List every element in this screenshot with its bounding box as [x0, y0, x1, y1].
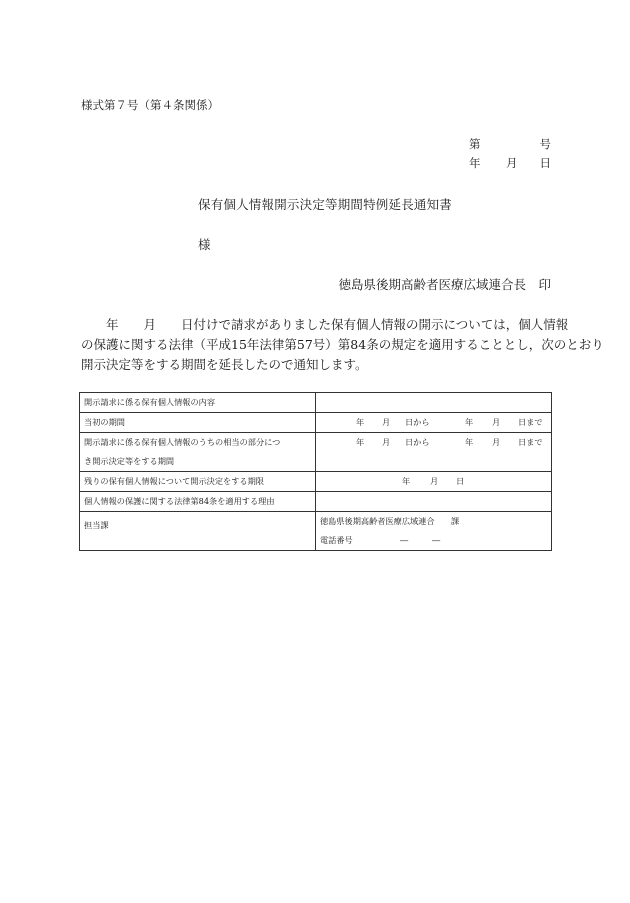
deadline-month: 月 — [429, 475, 439, 486]
from-month: 月 — [381, 437, 391, 447]
row-value-department — [315, 512, 551, 551]
row-value-remaining-deadline — [315, 472, 551, 492]
phone-dash-1: ― — [399, 535, 409, 545]
row-label-department: 担当課 — [80, 512, 316, 551]
department-name: 徳島県後期高齢者医療広域連合 課 — [319, 516, 460, 526]
to-day: 日まで — [517, 437, 543, 447]
from-year: 年 — [355, 416, 365, 427]
row-value-initial-period — [315, 413, 551, 433]
table-row — [80, 413, 552, 433]
row-label-initial-period: 当初の期間 — [80, 413, 316, 433]
phone-label: 電話番号 — [319, 535, 353, 545]
date-day: 日 — [539, 156, 551, 170]
number-prefix: 第 — [469, 137, 481, 151]
addressee: 様 — [198, 237, 211, 252]
to-month: 月 — [491, 416, 501, 427]
table-row — [80, 393, 552, 413]
table-row — [80, 472, 552, 492]
row-label-partial-period — [80, 433, 316, 472]
from-day: 日から — [404, 437, 430, 447]
info-table — [79, 392, 552, 551]
deadline-year: 年 — [401, 475, 411, 486]
table-row — [80, 492, 552, 512]
to-day: 日まで — [517, 416, 543, 427]
body-text — [81, 315, 604, 375]
row-label-content: 開示請求に係る保有個人情報の内容 — [80, 393, 316, 413]
from-year: 年 — [355, 437, 365, 447]
row-value-reason — [315, 492, 551, 512]
body-line-2: の保護に関する法律（平成15年法律第57号）第84条の規定を適用することとし，次のとおり — [81, 337, 604, 352]
sender: 徳島県後期高齢者医療広域連合長 印 — [338, 277, 551, 292]
row-value-content — [315, 393, 551, 413]
phone-number — [320, 531, 547, 550]
deadline-day: 日 — [455, 475, 465, 486]
date-month: 月 — [506, 156, 518, 170]
table-row — [80, 433, 552, 472]
row-label-remaining-deadline: 残りの保有個人情報について開示決定をする期限 — [80, 472, 316, 492]
from-day: 日から — [404, 416, 430, 427]
row-value-partial-period — [315, 433, 551, 472]
table-row — [80, 512, 552, 551]
row-label-partial-line2: き開示決定等をする期間 — [84, 456, 175, 466]
number-suffix: 号 — [539, 137, 551, 151]
from-month: 月 — [381, 416, 391, 427]
phone-dash-2: ― — [431, 535, 441, 545]
row-label-partial-line1: 開示請求に係る保有個人情報のうちの相当の部分につ — [84, 437, 281, 447]
to-month: 月 — [491, 437, 501, 447]
date-year: 年 — [469, 156, 481, 170]
to-year: 年 — [464, 416, 474, 427]
body-line-3: 開示決定等をする期間を延長したので通知します。 — [81, 357, 368, 372]
body-line-1: 年 月 日付けで請求がありました保有個人情報の開示については，個人情報 — [81, 317, 569, 332]
document-title: 保有個人情報開示決定等期間特例延長通知書 — [198, 197, 453, 212]
row-label-reason: 個人情報の保護に関する法律第84条を適用する理由 — [80, 492, 316, 512]
form-number: 様式第７号（第４条関係） — [81, 98, 219, 112]
to-year: 年 — [464, 437, 474, 447]
